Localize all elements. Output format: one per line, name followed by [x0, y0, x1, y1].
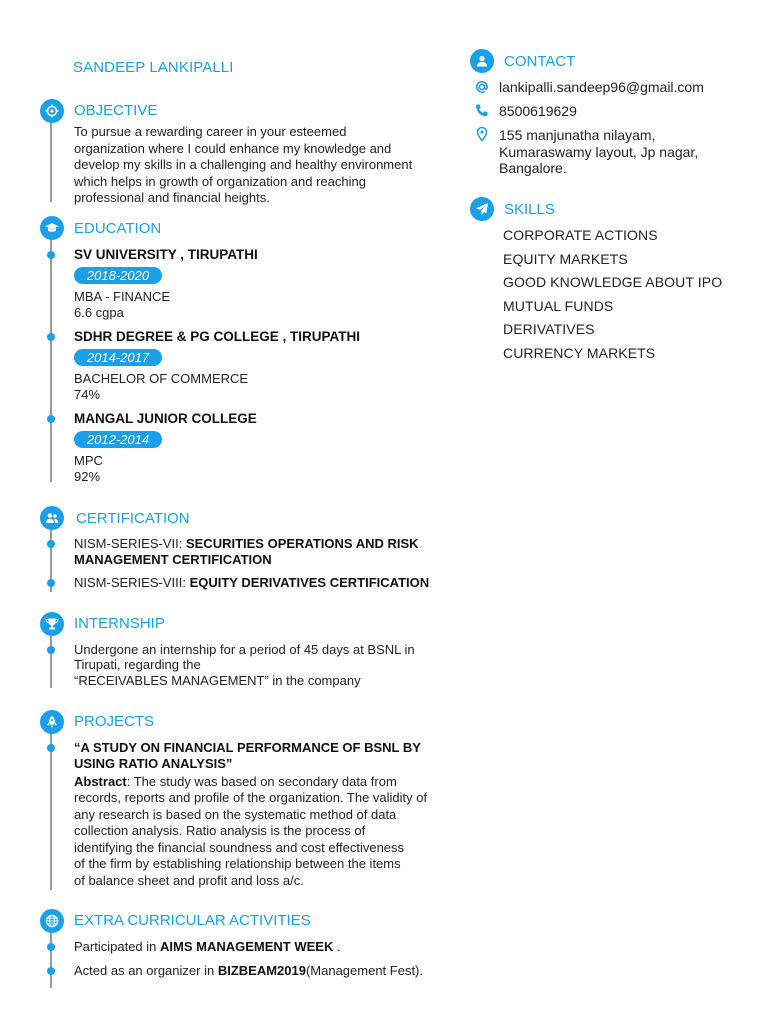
score: 74%	[74, 387, 101, 402]
at-sign-icon	[474, 79, 490, 95]
candidate-name: SANDEEP LANKIPALLI	[73, 59, 234, 76]
score: 6.6 cgpa	[74, 305, 124, 320]
contact-email[interactable]: lankipalli.sandeep96@gmail.com	[499, 79, 704, 95]
years-badge: 2018-2020	[74, 267, 162, 284]
skill-item: CURRENCY MARKETS	[503, 344, 656, 361]
project-title: “A STUDY ON FINANCIAL PERFORMANCE OF BSNL BY	[74, 740, 421, 755]
rocket-icon	[40, 710, 64, 734]
skill-item: EQUITY MARKETS	[503, 250, 628, 267]
timeline-dot	[47, 579, 55, 587]
phone-icon	[474, 103, 490, 119]
objective-timeline	[50, 110, 52, 202]
degree: MPC	[74, 453, 103, 468]
skills-heading: SKILLS	[504, 201, 555, 218]
timeline-dot	[47, 415, 55, 423]
timeline-dot	[47, 967, 55, 975]
education-timeline	[50, 228, 52, 482]
degree: MBA - FINANCE	[74, 289, 171, 304]
target-icon	[40, 99, 64, 123]
contact-heading: CONTACT	[504, 53, 576, 70]
graduation-cap-icon	[40, 216, 64, 240]
timeline-dot	[47, 646, 55, 654]
project-title: USING RATIO ANALYSIS”	[74, 756, 233, 771]
degree: BACHELOR OF COMMERCE	[74, 371, 249, 386]
timeline-dot	[47, 943, 55, 951]
timeline-dot	[47, 744, 55, 752]
skill-item: CORPORATE ACTIONS	[503, 227, 658, 243]
contact-phone[interactable]: 8500619629	[499, 103, 577, 119]
objective-heading: OBJECTIVE	[74, 102, 158, 119]
timeline-dot	[47, 251, 55, 259]
project-abstract: Abstract: The study was based on secondary data from	[74, 773, 397, 789]
timeline-dot	[47, 333, 55, 341]
institution-name: SDHR DEGREE & PG COLLEGE , TIRUPATHI	[74, 329, 361, 344]
years-badge: 2014-2017	[74, 349, 162, 366]
years-badge: 2012-2014	[74, 431, 162, 448]
skill-item: MUTUAL FUNDS	[503, 297, 614, 314]
user-group-icon	[40, 506, 64, 530]
certification-heading: CERTIFICATION	[76, 510, 190, 527]
skill-item: DERIVATIVES	[503, 321, 595, 337]
paper-plane-icon	[470, 197, 494, 221]
internship-heading: INTERNSHIP	[74, 615, 165, 632]
globe-icon	[40, 909, 64, 933]
skill-item: GOOD KNOWLEDGE ABOUT IPO	[503, 274, 723, 290]
user-icon	[470, 49, 494, 73]
institution-name: MANGAL JUNIOR COLLEGE	[74, 411, 257, 426]
score: 92%	[74, 469, 101, 484]
location-pin-icon	[474, 126, 490, 142]
projects-heading: PROJECTS	[74, 713, 155, 730]
trophy-icon	[40, 612, 64, 636]
timeline-dot	[47, 540, 55, 548]
extra-heading: EXTRA CURRICULAR ACTIVITIES	[74, 912, 311, 929]
education-heading: EDUCATION	[74, 220, 162, 237]
institution-name: SV UNIVERSITY , TIRUPATHI	[74, 247, 258, 262]
